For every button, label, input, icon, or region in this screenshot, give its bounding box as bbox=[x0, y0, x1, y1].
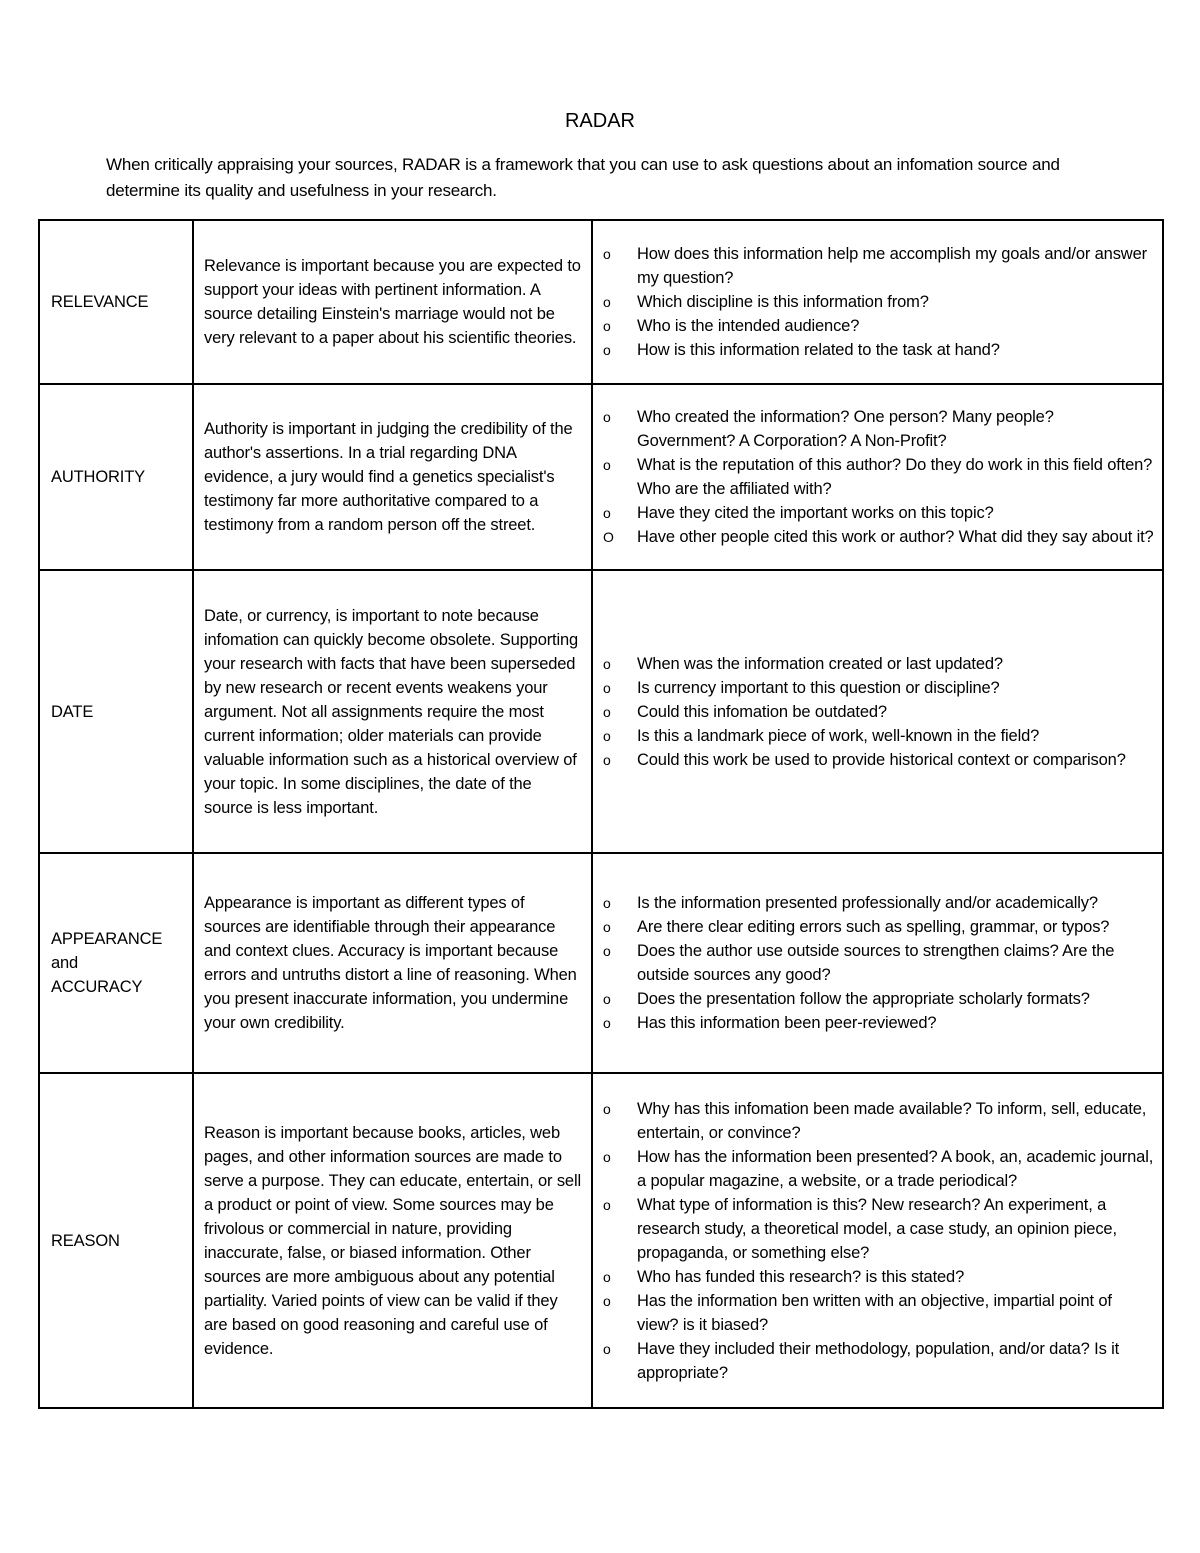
bullet-icon: o bbox=[603, 246, 611, 262]
row-questions bbox=[592, 570, 1163, 853]
bullet-icon: o bbox=[603, 1292, 611, 1309]
question-item bbox=[603, 1289, 1156, 1337]
question-item bbox=[603, 748, 1156, 772]
question-text: Are there clear editing errors such as spelling, grammar, or typos? bbox=[637, 918, 1110, 936]
row-questions bbox=[592, 384, 1163, 570]
bullet-icon: o bbox=[603, 294, 611, 310]
radar-row-reason bbox=[39, 1073, 1163, 1408]
page-title: RADAR bbox=[564, 110, 635, 132]
row-description: Reason is important because books, articles, web pages, and other information sources are made to serve a purpose. They can educate, entertain, or sell a product or point of view. Some sources may be frivolous or commercial in nature, providing inaccurate, false, or biased information. Other sources are more ambiguous about any potential partiality. Varied points of view can be valid if they are based on good reasoning and careful use of evidence. bbox=[193, 1073, 592, 1408]
row-questions bbox=[592, 853, 1163, 1073]
question-item bbox=[603, 1145, 1156, 1193]
question-item bbox=[603, 676, 1156, 700]
bullet-icon: o bbox=[603, 943, 611, 959]
question-item bbox=[603, 290, 1156, 314]
row-description: Appearance is important as different types of sources are identifiable through their appearance and context clues. Accuracy is important because errors and untruths distort a line of reasoning. When you present inaccurate information, you undermine your own credibility. bbox=[193, 853, 592, 1073]
question-list bbox=[603, 242, 1156, 362]
radar-row-relevance bbox=[39, 220, 1163, 384]
bullet-icon: o bbox=[603, 409, 611, 425]
question-text: Who is the intended audience? bbox=[637, 317, 860, 335]
question-text: When was the information created or last updated? bbox=[637, 654, 1003, 673]
bullet-icon: o bbox=[603, 727, 611, 744]
bullet-icon: o bbox=[603, 318, 611, 334]
question-list bbox=[603, 405, 1156, 549]
question-item bbox=[603, 700, 1156, 724]
row-questions bbox=[592, 1073, 1163, 1408]
row-description: Date, or currency, is important to note because infomation can quickly become obsolete. Supporting your research with facts that have been superseded by new research or recent events weakens your argument. Not all assignments require the most current information; older materials can provide valuable information such as a historical overview of your topic. In some disciplines, the date of the source is less important. bbox=[193, 570, 592, 853]
question-text: Does the author use outside sources to strengthen claims? Are the outside sources any good? bbox=[637, 942, 1115, 984]
question-list bbox=[603, 1097, 1156, 1385]
row-description: Authority is important in judging the credibility of the author's assertions. In a trial regarding DNA evidence, a jury would find a genetics specialist's testimony far more authoritative compared to a testimony from a random person off the street. bbox=[193, 384, 592, 570]
row-label bbox=[39, 853, 193, 1073]
question-text: What is the reputation of this author? Do they do work in this field often? Who are the affiliated with? bbox=[637, 456, 1153, 498]
bullet-icon: o bbox=[603, 679, 611, 696]
row-label: RELEVANCE bbox=[39, 220, 193, 384]
question-text: How is this information related to the task at hand? bbox=[637, 341, 1000, 359]
question-item bbox=[603, 939, 1156, 987]
bullet-icon: o bbox=[603, 1015, 611, 1031]
question-text: Which discipline is this information from? bbox=[637, 293, 929, 311]
bullet-icon: o bbox=[603, 703, 611, 720]
question-list bbox=[603, 891, 1156, 1035]
bullet-icon: o bbox=[603, 751, 611, 768]
question-text: Is this a landmark piece of work, well-known in the field? bbox=[637, 726, 1040, 745]
bullet-icon: o bbox=[603, 342, 611, 358]
question-item bbox=[603, 891, 1156, 915]
question-item bbox=[603, 338, 1156, 362]
question-item bbox=[603, 314, 1156, 338]
bullet-icon: o bbox=[603, 1196, 611, 1213]
row-label-line: APPEARANCE bbox=[51, 930, 163, 948]
question-item bbox=[603, 1265, 1156, 1289]
radar-row-appearance-accuracy bbox=[39, 853, 1163, 1073]
question-item bbox=[603, 453, 1156, 501]
question-text: Have they cited the important works on this topic? bbox=[637, 504, 994, 522]
bullet-icon: o bbox=[603, 505, 611, 521]
question-item bbox=[603, 1097, 1156, 1145]
question-item bbox=[603, 1011, 1156, 1035]
bullet-icon: o bbox=[603, 1100, 611, 1117]
question-item bbox=[603, 405, 1156, 453]
question-text: Could this work be used to provide historical context or comparison? bbox=[637, 750, 1126, 769]
bullet-icon: o bbox=[603, 895, 611, 911]
row-label: AUTHORITY bbox=[39, 384, 193, 570]
bullet-icon: o bbox=[603, 457, 611, 473]
radar-row-authority bbox=[39, 384, 1163, 570]
question-text: Has this information been peer-reviewed? bbox=[637, 1014, 937, 1032]
question-item bbox=[603, 987, 1156, 1011]
row-label: REASON bbox=[39, 1073, 193, 1408]
question-text: Is currency important to this question or discipline? bbox=[637, 678, 1000, 697]
row-questions bbox=[592, 220, 1163, 384]
question-text: Is the information presented professionally and/or academically? bbox=[637, 894, 1098, 912]
question-item bbox=[603, 525, 1156, 549]
question-item bbox=[603, 915, 1156, 939]
question-text: What type of information is this? New research? An experiment, a research study, a theoretical model, a case study, an opinion piece, propaganda, or something else? bbox=[637, 1195, 1117, 1262]
question-text: Has the information ben written with an objective, impartial point of view? is it biased? bbox=[637, 1291, 1112, 1334]
bullet-icon: o bbox=[603, 1148, 611, 1165]
bullet-icon: o bbox=[603, 991, 611, 1007]
bullet-icon: O bbox=[603, 529, 614, 545]
radar-row-date bbox=[39, 570, 1163, 853]
question-item bbox=[603, 724, 1156, 748]
radar-table bbox=[38, 219, 1164, 1409]
row-label-line: ACCURACY bbox=[51, 978, 143, 996]
bullet-icon: o bbox=[603, 655, 611, 672]
bullet-icon: o bbox=[603, 919, 611, 935]
question-text: Does the presentation follow the appropriate scholarly formats? bbox=[637, 990, 1090, 1008]
bullet-icon: o bbox=[603, 1268, 611, 1285]
row-label-line: and bbox=[51, 954, 79, 972]
question-text: Have other people cited this work or author? What did they say about it? bbox=[637, 528, 1154, 546]
question-text: Who created the information? One person? Many people? Government? A Corporation? A Non-Profit? bbox=[637, 408, 1054, 450]
question-text: Who has funded this research? is this stated? bbox=[637, 1267, 965, 1286]
question-item bbox=[603, 652, 1156, 676]
row-label: DATE bbox=[39, 570, 193, 853]
question-item bbox=[603, 1193, 1156, 1265]
question-list bbox=[603, 652, 1156, 772]
question-text: Have they included their methodology, population, and/or data? Is it appropriate? bbox=[637, 1339, 1120, 1382]
row-description: Relevance is important because you are expected to support your ideas with pertinent information. A source detailing Einstein's marriage would not be very relevant to a paper about his scientific theories. bbox=[193, 220, 592, 384]
question-text: How does this information help me accomplish my goals and/or answer my question? bbox=[637, 245, 1147, 287]
intro-paragraph: When critically appraising your sources, RADAR is a framework that you can use to ask questions about an infomation source and determine its quality and usefulness in your research. bbox=[106, 155, 1060, 200]
question-item bbox=[603, 242, 1156, 290]
bullet-icon: o bbox=[603, 1340, 611, 1357]
question-text: Why has this infomation been made available? To inform, sell, educate, entertain, or convince? bbox=[637, 1099, 1147, 1142]
question-text: Could this infomation be outdated? bbox=[637, 702, 887, 721]
question-text: How has the information been presented? A book, an, academic journal, a popular magazine, a website, or a trade periodical? bbox=[637, 1147, 1154, 1190]
question-item bbox=[603, 501, 1156, 525]
question-item bbox=[603, 1337, 1156, 1385]
